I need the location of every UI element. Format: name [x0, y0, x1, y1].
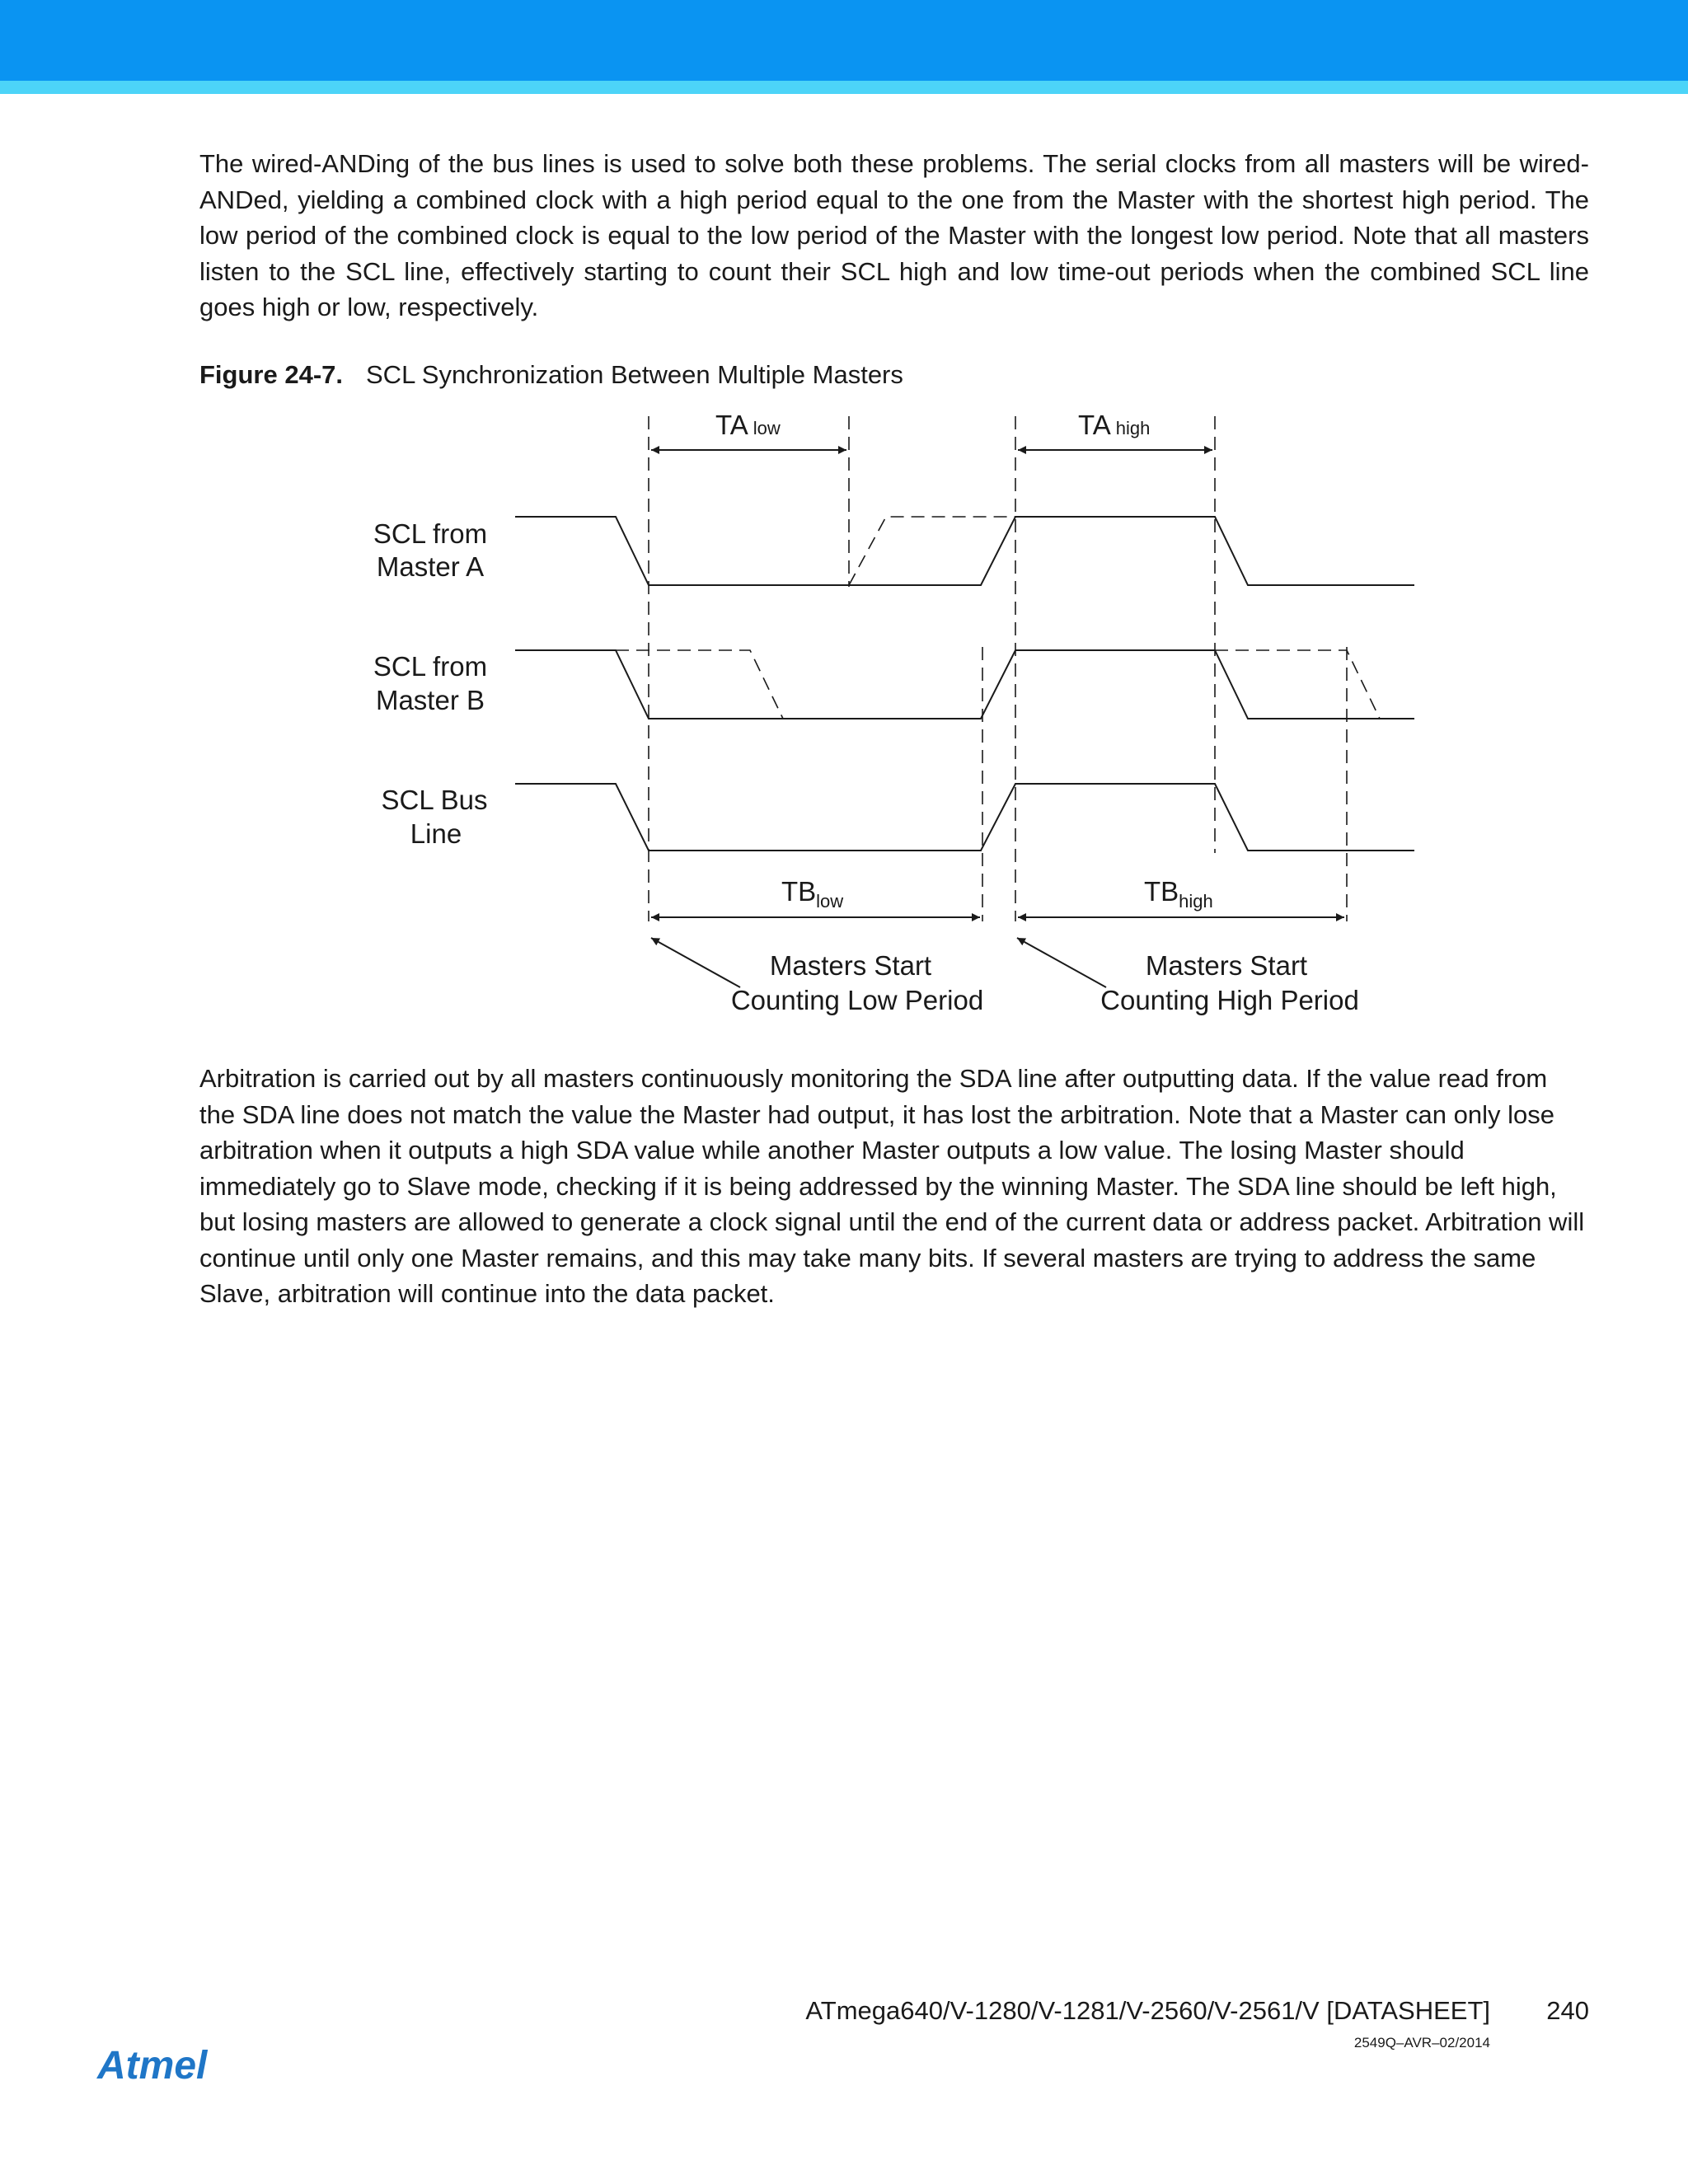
ta-low-label: TA low: [715, 410, 781, 440]
note-high-line1: Masters Start: [1145, 950, 1308, 981]
master-b-label-line1: SCL from: [373, 651, 488, 682]
tb-high-label: $TB_{high}$: [1144, 876, 1213, 912]
atmel-logo: [96, 2041, 244, 2092]
low-period-leader: [651, 938, 740, 987]
paragraph-arbitration: Arbitration is carried out by all masters continuously monitoring the SDA line after outputting data. If the value read from the SDA line does not match the value the Master had output, it has lost the arbitration. Note that a Master can only lose arbitration when it outputs a high SDA value while another Master outputs a low value. The losing Master should immediately go to Slave mode, checking if it is being addressed by the winning Master. The SDA line should be left high, but losing masters are allowed to generate a clock signal until the end of the current data or address packet. Arbitration will continue until only one Master remains, and this may take many bits. If several masters are trying to address the same Slave, arbitration will continue into the data packet.: [199, 1064, 1585, 1308]
note-high-line2: Counting High Period: [1100, 985, 1359, 1015]
footer-doc-code: 2549Q–AVR–02/2014: [1353, 2035, 1490, 2050]
master-a-dashed-stretch: [849, 517, 1015, 585]
master-b-label-line2: Master B: [375, 685, 485, 715]
master-a-waveform: [515, 517, 1414, 585]
footer-doc-title: ATmega640/V-1280/V-1281/V-2560/V-2561/V [DATASHEET]: [805, 1996, 1490, 2025]
bus-label-line1: SCL Bus: [381, 785, 488, 815]
bus-line-waveform: [515, 784, 1414, 851]
master-b-dashed-stretch-1: [616, 650, 783, 719]
figure-title: SCL Synchronization Between Multiple Masters: [366, 360, 903, 389]
note-low-line2: Counting Low Period: [730, 985, 984, 1015]
master-b-waveform: [515, 650, 1414, 719]
bus-label-line2: Line: [410, 818, 462, 849]
note-low-line1: Masters Start: [769, 950, 932, 981]
svg-text:Atmel: Atmel: [97, 2044, 208, 2088]
footer-page-number: 240: [1546, 1996, 1589, 2025]
high-period-leader: [1017, 938, 1106, 987]
master-b-dashed-stretch-2: [1215, 650, 1380, 719]
figure-number: Figure 24-7.: [199, 360, 343, 389]
timing-reference-lines: [649, 416, 1347, 921]
master-a-label-line2: Master A: [376, 551, 485, 582]
ta-high-label: TA high: [1078, 410, 1151, 440]
master-a-label-line1: SCL from: [373, 518, 488, 549]
paragraph-wired-and: The wired-ANDing of the bus lines is used to solve both these problems. The serial clocks from all masters will be wired-ANDed, yielding a combined clock with a high period equal to the one from the Master with the shortest high period. The low period of the combined clock is equal to the low period of the Master with the longest low period. Note that all masters listen to the SCL line, effectively starting to count their SCL high and low time-out periods when the combined SCL line goes high or low, respectively.: [199, 149, 1589, 321]
tb-low-label: $TB_{low}$: [781, 876, 844, 912]
